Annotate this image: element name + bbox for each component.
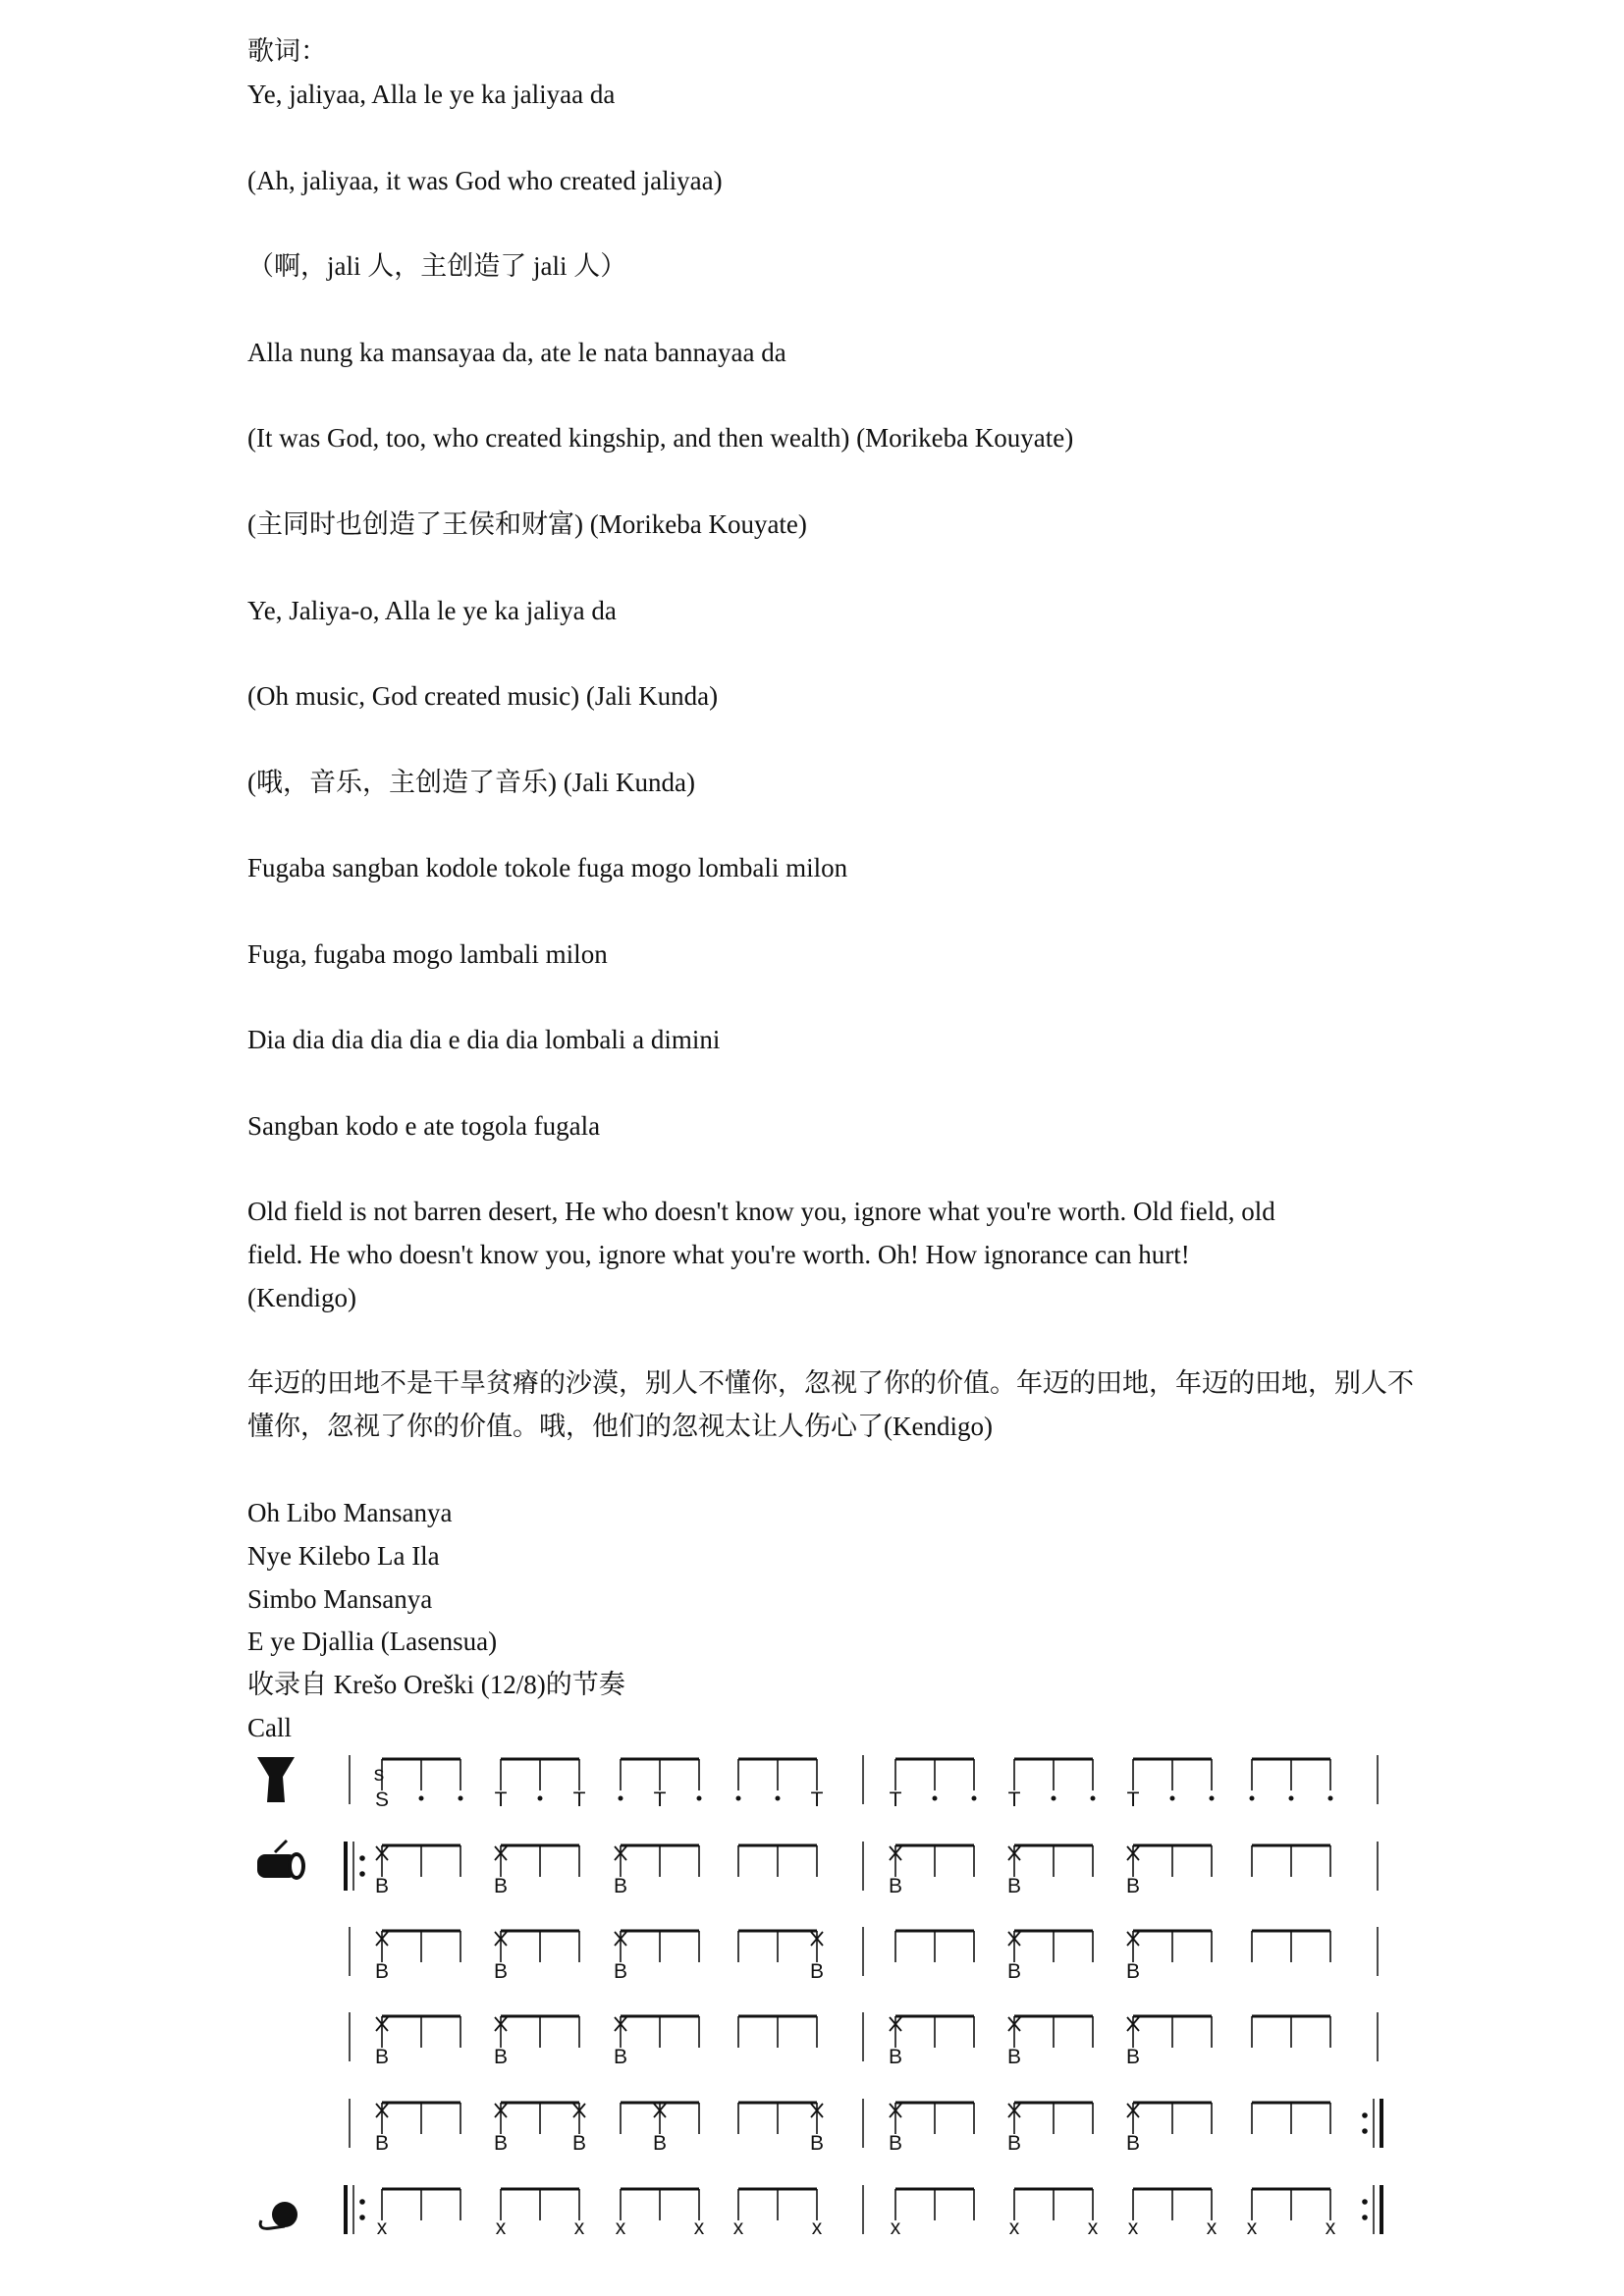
dundun-note-label: B: [613, 1960, 628, 1983]
dundun-note-label: B: [613, 2046, 628, 2068]
bell-note-label: x: [615, 2216, 626, 2239]
rest-dot: [1170, 1796, 1175, 1801]
djembe-note-label: T: [572, 1789, 586, 1811]
repeat-dot: [359, 2215, 365, 2220]
closing-line: Nye Kilebo La Ila: [247, 1541, 440, 1571]
lyric-line: (It was God, too, who created kingship, and then wealth) (Morikeba Kouyate): [247, 423, 1074, 453]
rest-dot: [619, 1796, 623, 1801]
dundun-icon: [292, 1856, 301, 1876]
djembe-note-label: T: [810, 1789, 824, 1811]
bell-note-label: x: [1246, 2216, 1258, 2239]
rest-dot: [1250, 1796, 1255, 1801]
dundun-note-label: B: [809, 1960, 825, 1983]
lyric-line: （啊，jali 人，主创造了 jali 人）: [247, 251, 627, 281]
dundun-note-label: B: [1125, 2132, 1141, 2155]
rest-dot: [1052, 1796, 1056, 1801]
dundun-note-label: B: [809, 2132, 825, 2155]
repeat-dot: [359, 2199, 365, 2205]
lyric-line: Fugaba sangban kodole tokole fuga mogo lombali milon: [247, 853, 848, 882]
dundun-note-label: B: [1125, 1875, 1141, 1897]
rest-dot: [1328, 1796, 1333, 1801]
rest-dot: [736, 1796, 741, 1801]
bell-note-label: x: [890, 2216, 901, 2239]
bell-note-label: x: [376, 2216, 388, 2239]
closing-line: E ye Djallia (Lasensua): [247, 1627, 498, 1656]
lyric-line: Ye, jaliyaa, Alla le ye ka jaliyaa da: [247, 80, 616, 109]
lyric-line: Fuga, fugaba mogo lambali milon: [247, 939, 608, 969]
bell-note-label: x: [1087, 2216, 1099, 2239]
source-line: 收录自 Krešo Oreški (12/8)的节奏: [247, 1670, 625, 1699]
dundun-note-label: B: [888, 2132, 903, 2155]
lyrics-heading: 歌词：: [247, 36, 327, 66]
rest-dot: [419, 1796, 424, 1801]
dundun-note-label: B: [888, 1875, 903, 1897]
dundun-note-label: B: [1125, 2046, 1141, 2068]
bell-note-label: x: [1127, 2216, 1139, 2239]
repeat-dot: [1362, 2215, 1368, 2220]
lyric-line: (Oh music, God created music) (Jali Kunda): [247, 681, 719, 711]
bell-note-label: x: [1206, 2216, 1218, 2239]
djembe-note-label: T: [889, 1789, 902, 1811]
closing-line: Oh Libo Mansanya: [247, 1498, 453, 1527]
djembe-small-mark: s: [373, 1763, 385, 1786]
lyric-line: Dia dia dia dia dia e dia dia lombali a dimini: [247, 1025, 721, 1054]
bell-note-label: x: [732, 2216, 744, 2239]
section-label: Call: [247, 1713, 292, 1742]
dundun-note-label: B: [374, 2132, 390, 2155]
bell-note-label: x: [693, 2216, 705, 2239]
djembe-note-label: S: [374, 1789, 390, 1811]
dundun-note-label: B: [613, 1875, 628, 1897]
dundun-note-label: B: [1006, 2132, 1022, 2155]
chinese-paragraph: 年迈的田地不是干旱贫瘠的沙漠，别人不懂你，忽视了你的价值。年迈的田地，年迈的田地，别人不懂你，忽视了你的价值。哦，他们的忽视太让人伤心了(Kendigo): [247, 1368, 1414, 1441]
dundun-note-label: B: [374, 1875, 390, 1897]
bell-note-label: x: [573, 2216, 585, 2239]
repeat-dot: [1362, 2112, 1368, 2118]
english-paragraph: Old field is not barren desert, He who doesn't know you, ignore what you're worth. Old field, old field. He who doesn't know you, ignore what you're worth. Oh! How ignorance can hurt! (Kendigo): [247, 1197, 1275, 1312]
dundun-note-label: B: [493, 1960, 509, 1983]
dundun-note-label: B: [1006, 1960, 1022, 1983]
bell-icon: [272, 2202, 298, 2227]
lyric-line: Alla nung ka mansayaa da, ate le nata bannayaa da: [247, 338, 786, 367]
lyric-line: Sangban kodo e ate togola fugala: [247, 1111, 601, 1141]
dundun-note-label: B: [652, 2132, 668, 2155]
bell-note-label: x: [495, 2216, 507, 2239]
dundun-note-label: B: [493, 2046, 509, 2068]
repeat-dot: [1362, 2128, 1368, 2134]
dundun-note-label: B: [493, 1875, 509, 1897]
dundun-note-label: B: [374, 2046, 390, 2068]
rest-dot: [1210, 1796, 1215, 1801]
lyric-line: Ye, Jaliya-o, Alla le ye ka jaliya da: [247, 596, 617, 625]
lyric-line: (Ah, jaliyaa, it was God who created jaliyaa): [247, 166, 723, 195]
dundun-note-label: B: [493, 2132, 509, 2155]
dundun-note-label: B: [1006, 2046, 1022, 2068]
dundun-note-label: B: [1006, 1875, 1022, 1897]
dundun-note-label: B: [1125, 1960, 1141, 1983]
djembe-icon: [257, 1757, 295, 1802]
bell-note-label: x: [811, 2216, 823, 2239]
rest-dot: [1289, 1796, 1294, 1801]
rest-dot: [538, 1796, 543, 1801]
lyric-line: (哦，音乐，主创造了音乐) (Jali Kunda): [247, 768, 695, 797]
bell-note-label: x: [1325, 2216, 1336, 2239]
djembe-note-label: T: [1126, 1789, 1140, 1811]
djembe-note-label: T: [1007, 1789, 1021, 1811]
closing-line: Simbo Mansanya: [247, 1584, 433, 1614]
dundun-note-label: B: [571, 2132, 587, 2155]
lyric-line: (主同时也创造了王侯和财富) (Morikeba Kouyate): [247, 509, 807, 539]
rest-dot: [459, 1796, 463, 1801]
djembe-note-label: T: [653, 1789, 667, 1811]
rest-dot: [972, 1796, 977, 1801]
rest-dot: [933, 1796, 938, 1801]
repeat-dot: [1362, 2199, 1368, 2205]
repeat-dot: [359, 1871, 365, 1877]
rest-dot: [776, 1796, 781, 1801]
dundun-note-label: B: [888, 2046, 903, 2068]
dundun-note-label: B: [374, 1960, 390, 1983]
dundun-icon: [275, 1841, 287, 1852]
djembe-note-label: T: [494, 1789, 508, 1811]
bell-note-label: x: [1008, 2216, 1020, 2239]
rest-dot: [1091, 1796, 1096, 1801]
rest-dot: [697, 1796, 702, 1801]
repeat-dot: [359, 1855, 365, 1861]
